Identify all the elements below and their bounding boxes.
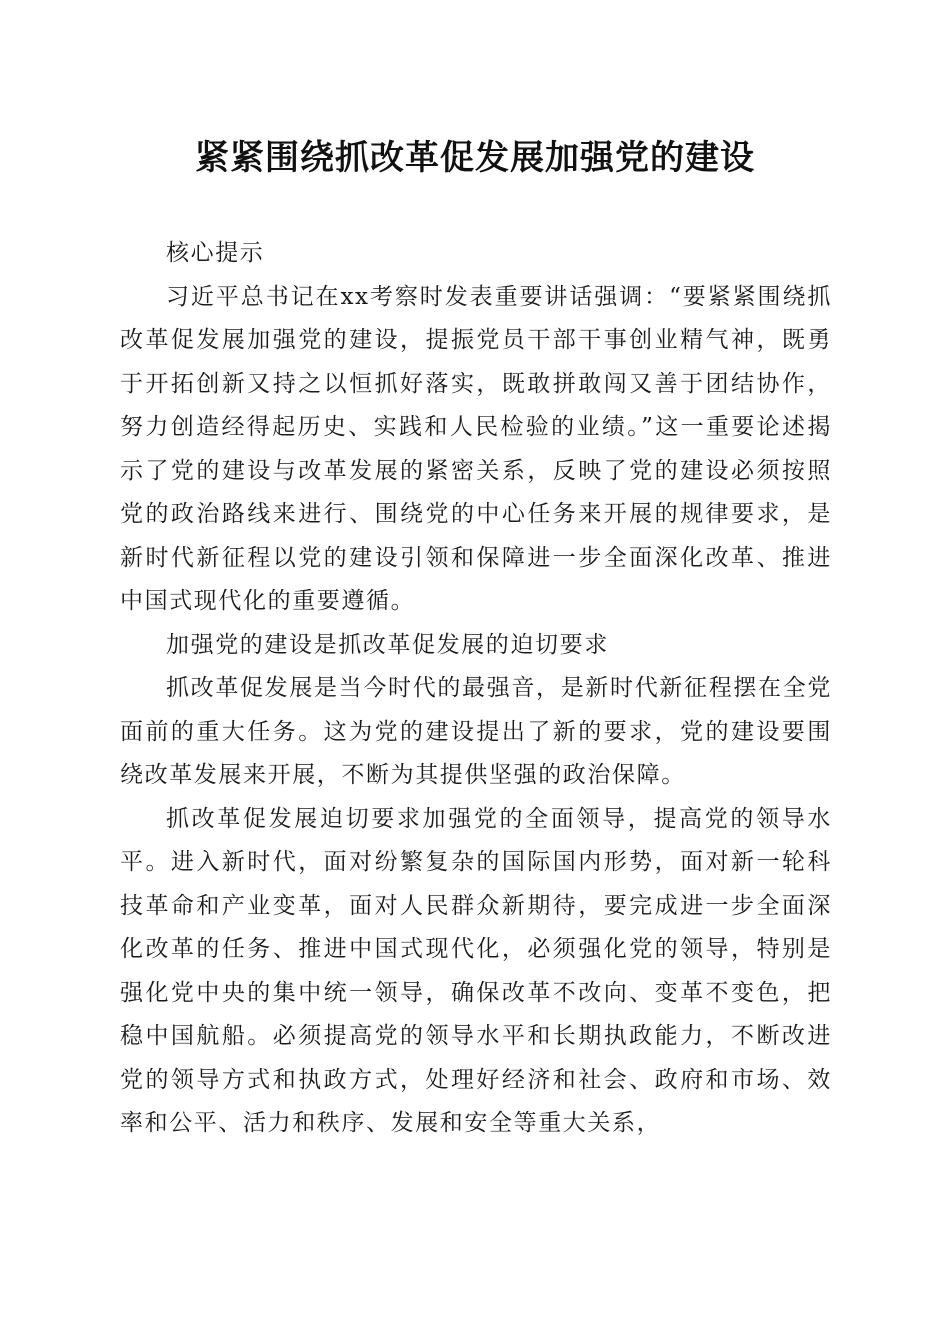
paragraph-core-hint: 核心提示	[166, 240, 265, 266]
document-body	[120, 232, 832, 1146]
document-title: 紧紧围绕抓改革促发展加强党的建设	[195, 138, 755, 178]
section-heading: 加强党的建设是抓改革促发展的迫切要求	[166, 631, 609, 658]
paragraph-reform: 抓改革促发展是当今时代的最强音，是新时代新征程摆在全党面前的重大任务。这为党的建设提出了新的要求，党的建设要围绕改革发展来开展，不断为其提供坚强的政治保障。	[120, 675, 832, 788]
paragraph-intro: 习近平总书记在xx考察时发表重要讲话强调：“要紧紧围绕抓改革促发展加强党的建设，提振党员干部干事创业精气神，既勇于开拓创新又持之以恒抓好落实，既敢拼敢闯又善于团结协作，努力创造经得起历史、实践和人民检验的业绩。”这一重要论述揭示了党的建设与改革发展的紧密关系，反映了党的建设必须按照党的政治路线来进行、围绕党的中心任务来开展的规律要求，是新时代新征程以党的建设引领和保障进一步全面深化改革、推进中国式现代化的重要遵循。	[120, 283, 832, 614]
paragraph-leadership: 抓改革促发展迫切要求加强党的全面领导，提高党的领导水平。进入新时代，面对纷繁复杂的国际国内形势，面对新一轮科技革命和产业变革，面对人民群众新期待，要完成进一步全面深化改革的任务、推进中国式现代化，必须强化党的领导，特别是强化党中央的集中统一领导，确保改革不改向、变革不变色，把稳中国航船。必须提高党的领导水平和长期执政能力，不断改进党的领导方式和执政方式，处理好经济和社会、政府和市场、效率和公平、活力和秩序、发展和安全等重大关系，	[120, 805, 832, 1136]
